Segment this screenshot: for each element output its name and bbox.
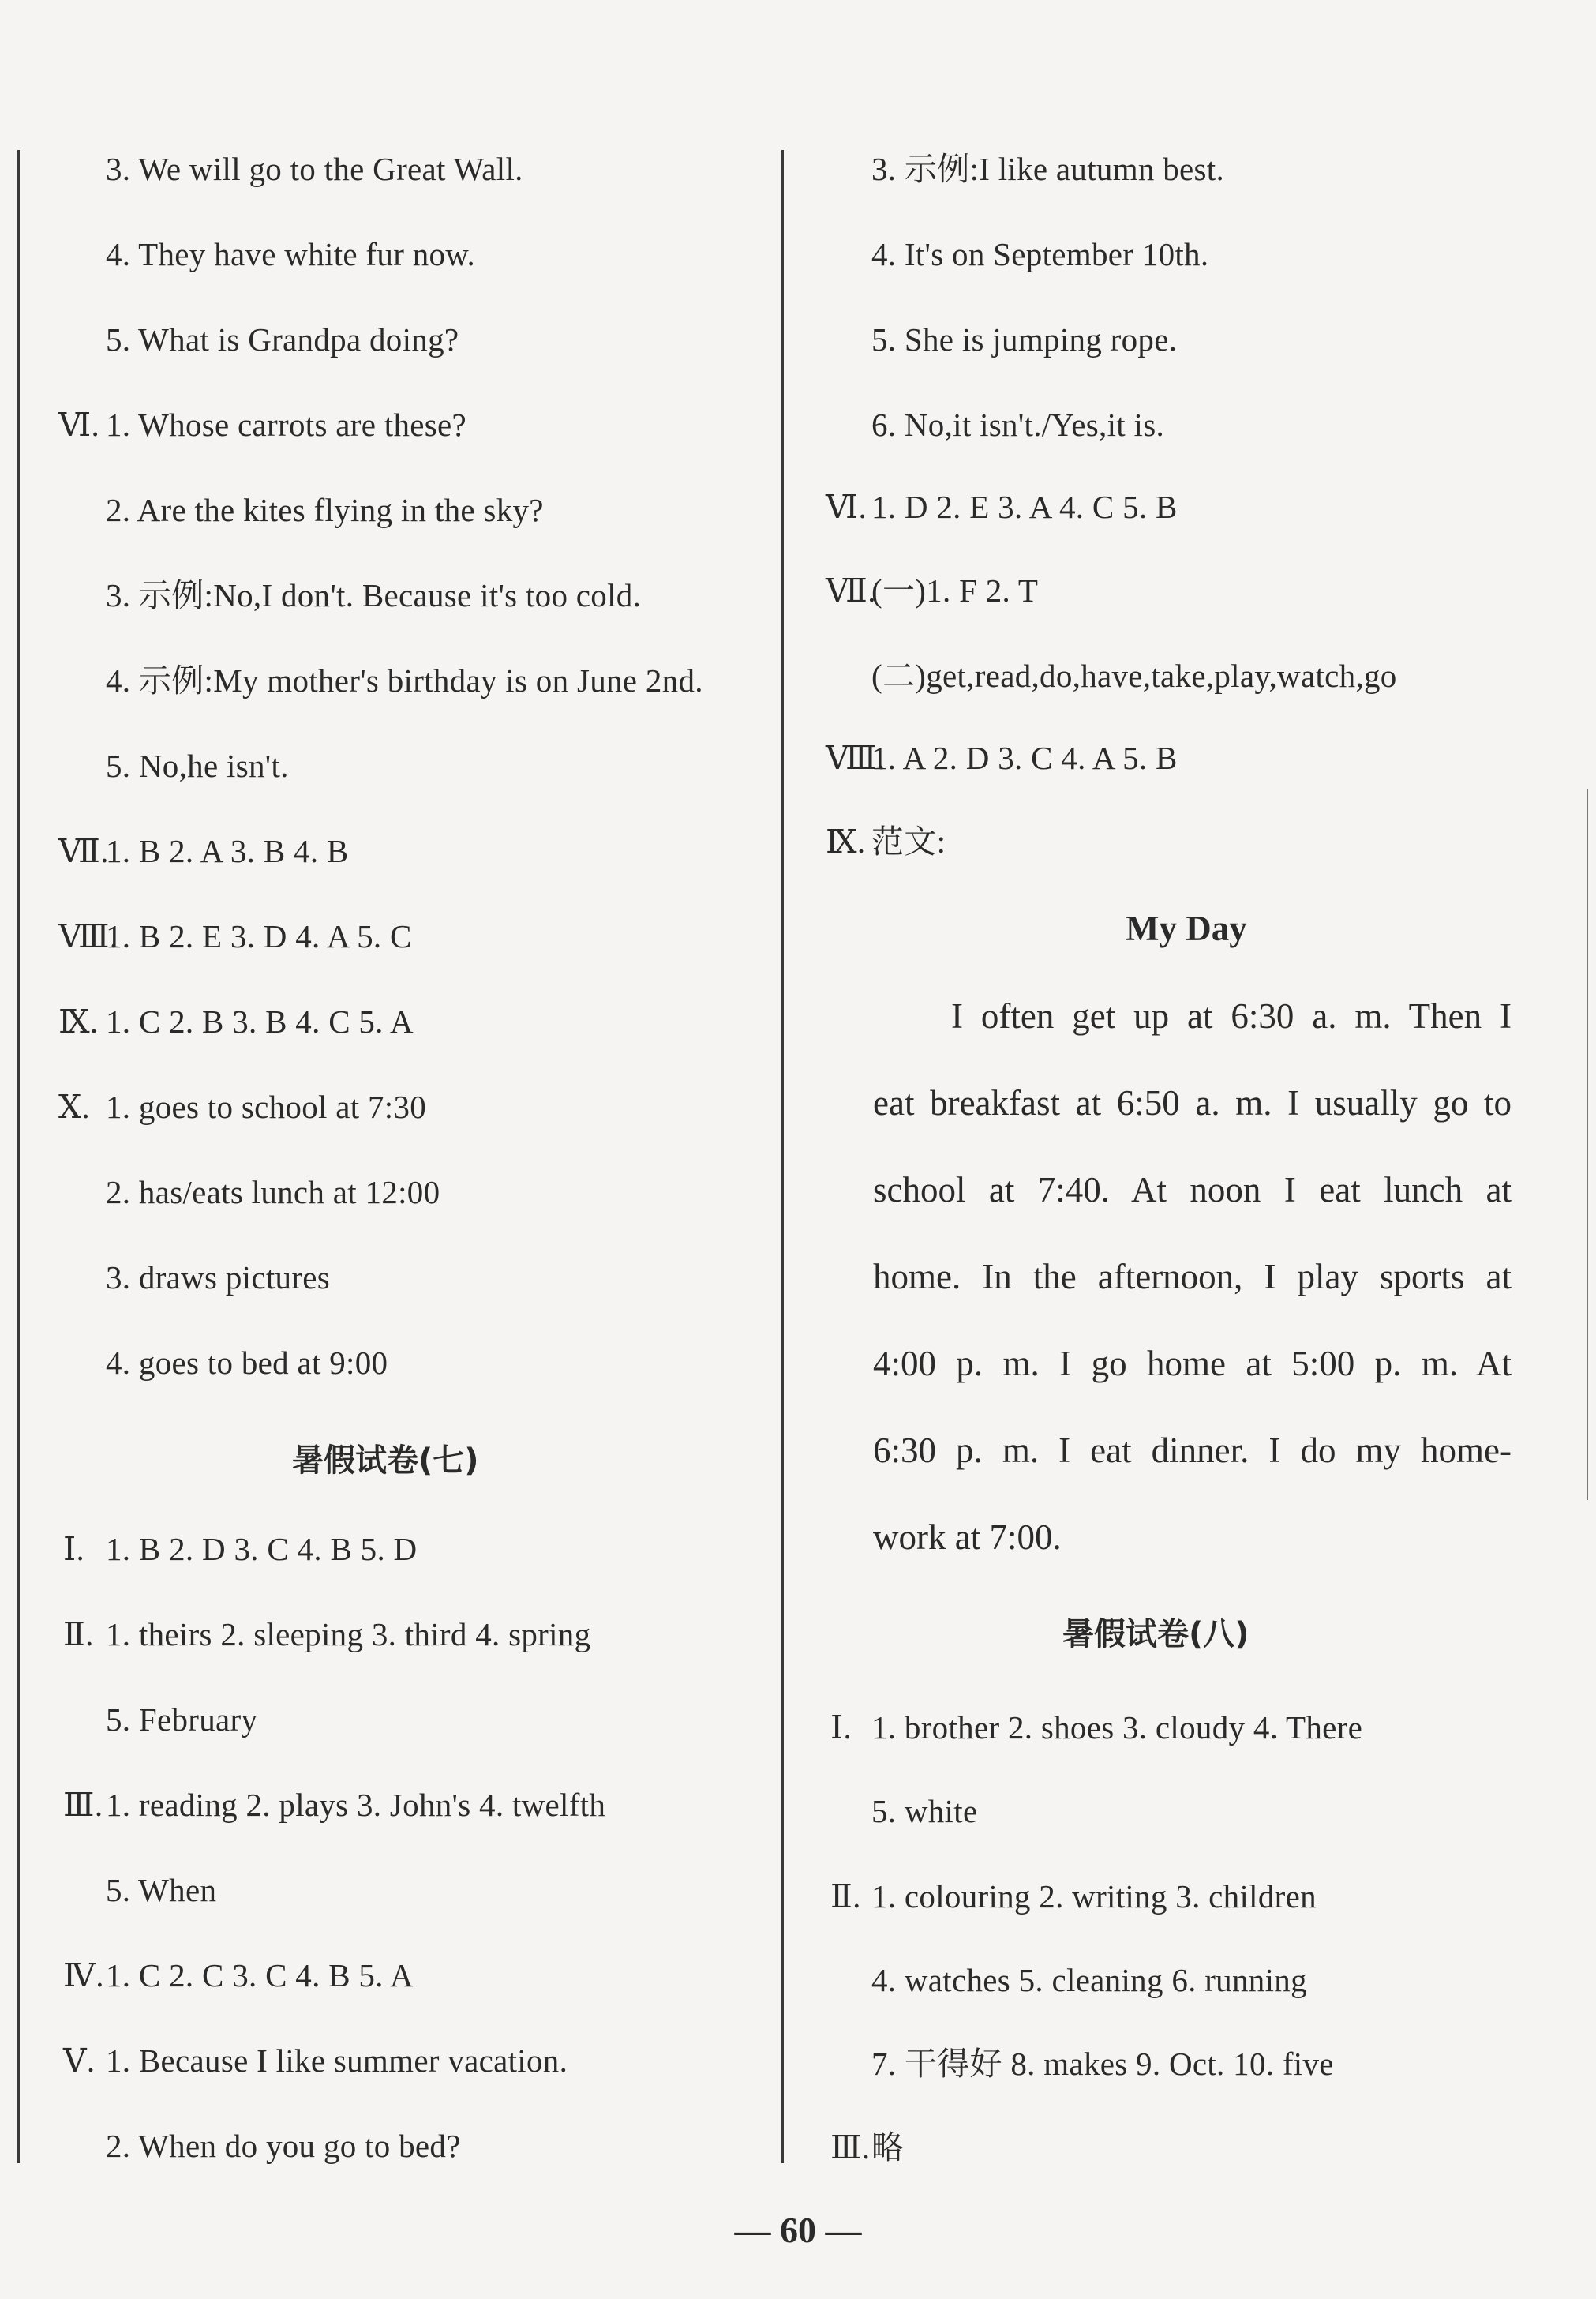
- essay-line: 6:30 p. m. I eat dinner. I do my home-: [873, 1431, 1512, 1470]
- essay-line: home. In the afternoon, I play sports at: [873, 1257, 1512, 1296]
- column-divider: [781, 150, 784, 2163]
- section-heading-7: 暑假试卷(七): [292, 1442, 479, 1479]
- answer-page: 3. We will go to the Great Wall. 4. They have white fur now. 5. What is Grandpa doing? Ⅵ. 1. Whose carrots are these? 2. Are the kites flying in the sky? 3. 示例:No,I don't. Because it's too cold. 4. 示例:My mother's birthday is on June 2nd. 5. No,he isn't. Ⅶ. 1. B 2. A 3. B 4. B Ⅷ. 1. B 2. E 3. D 4. A 5. C Ⅸ. 1. C 2. B 3. B 4. C 5. A Ⅹ. 1. goes to school at 7:30 2. has/eats lunch at 12:00 3. draws pictures 4. goes to bed at 9:00 暑假试卷(七) Ⅰ. 1. B 2. D 3. C 4. B 5. D Ⅱ. 1. theirs 2. sleeping 3. third 4. spring 5. February Ⅲ. 1. reading 2. plays 3. John's 4. twelfth 5. When Ⅳ. 1. C 2. C 3. C 4. B 5. A Ⅴ. 1. Because I like summer vacation. 2. When do you go to bed? 3. 示例:I like autumn best. 4. It's on September 10th. 5. She is jumping rope. 6. No,it isn't./Yes,it is. Ⅵ. 1. D 2. E 3. A 4. C 5. B Ⅶ. (一)1. F 2. T (二)get,read,do,have,take,play,watch,go Ⅷ. 1. A 2. D 3. C 4. A 5. B Ⅸ. 范文: My Day I often get up at 6:30 a. m. Then I eat breakfast at 6:50 a. m. I usually go to school at 7:40. At noon I eat lunch at home. In the afternoon, I play sports at 4:00 p. m. I go home at 5:00 p. m. At 6:30 p. m. I eat dinner. I do my home- work at 7:00. 暑假试卷(八) Ⅰ. 1. brother 2. shoes 3. cloudy 4. There 5. white Ⅱ. 1. colouring 2. writing 3. children 4. watches 5. cleaning 6. running 7. 干得好 8. makes 9. Oct. 10. five Ⅲ. 略 — 60 —: [0, 0, 1596, 2299]
- page-number: — 60 —: [734, 2210, 862, 2250]
- left-margin-rule: [17, 150, 20, 2163]
- essay-line: work at 7:00.: [873, 1517, 1062, 1557]
- essay-line: I often get up at 6:30 a. m. Then I: [951, 996, 1512, 1036]
- essay-line: eat breakfast at 6:50 a. m. I usually go to: [873, 1083, 1512, 1123]
- section-heading-8: 暑假试卷(八): [1062, 1616, 1249, 1652]
- essay-line: school at 7:40. At noon I eat lunch at: [873, 1170, 1512, 1210]
- right-edge-mark: [1587, 789, 1588, 1500]
- essay-title: My Day: [1126, 909, 1247, 948]
- essay-line: 4:00 p. m. I go home at 5:00 p. m. At: [873, 1344, 1512, 1383]
